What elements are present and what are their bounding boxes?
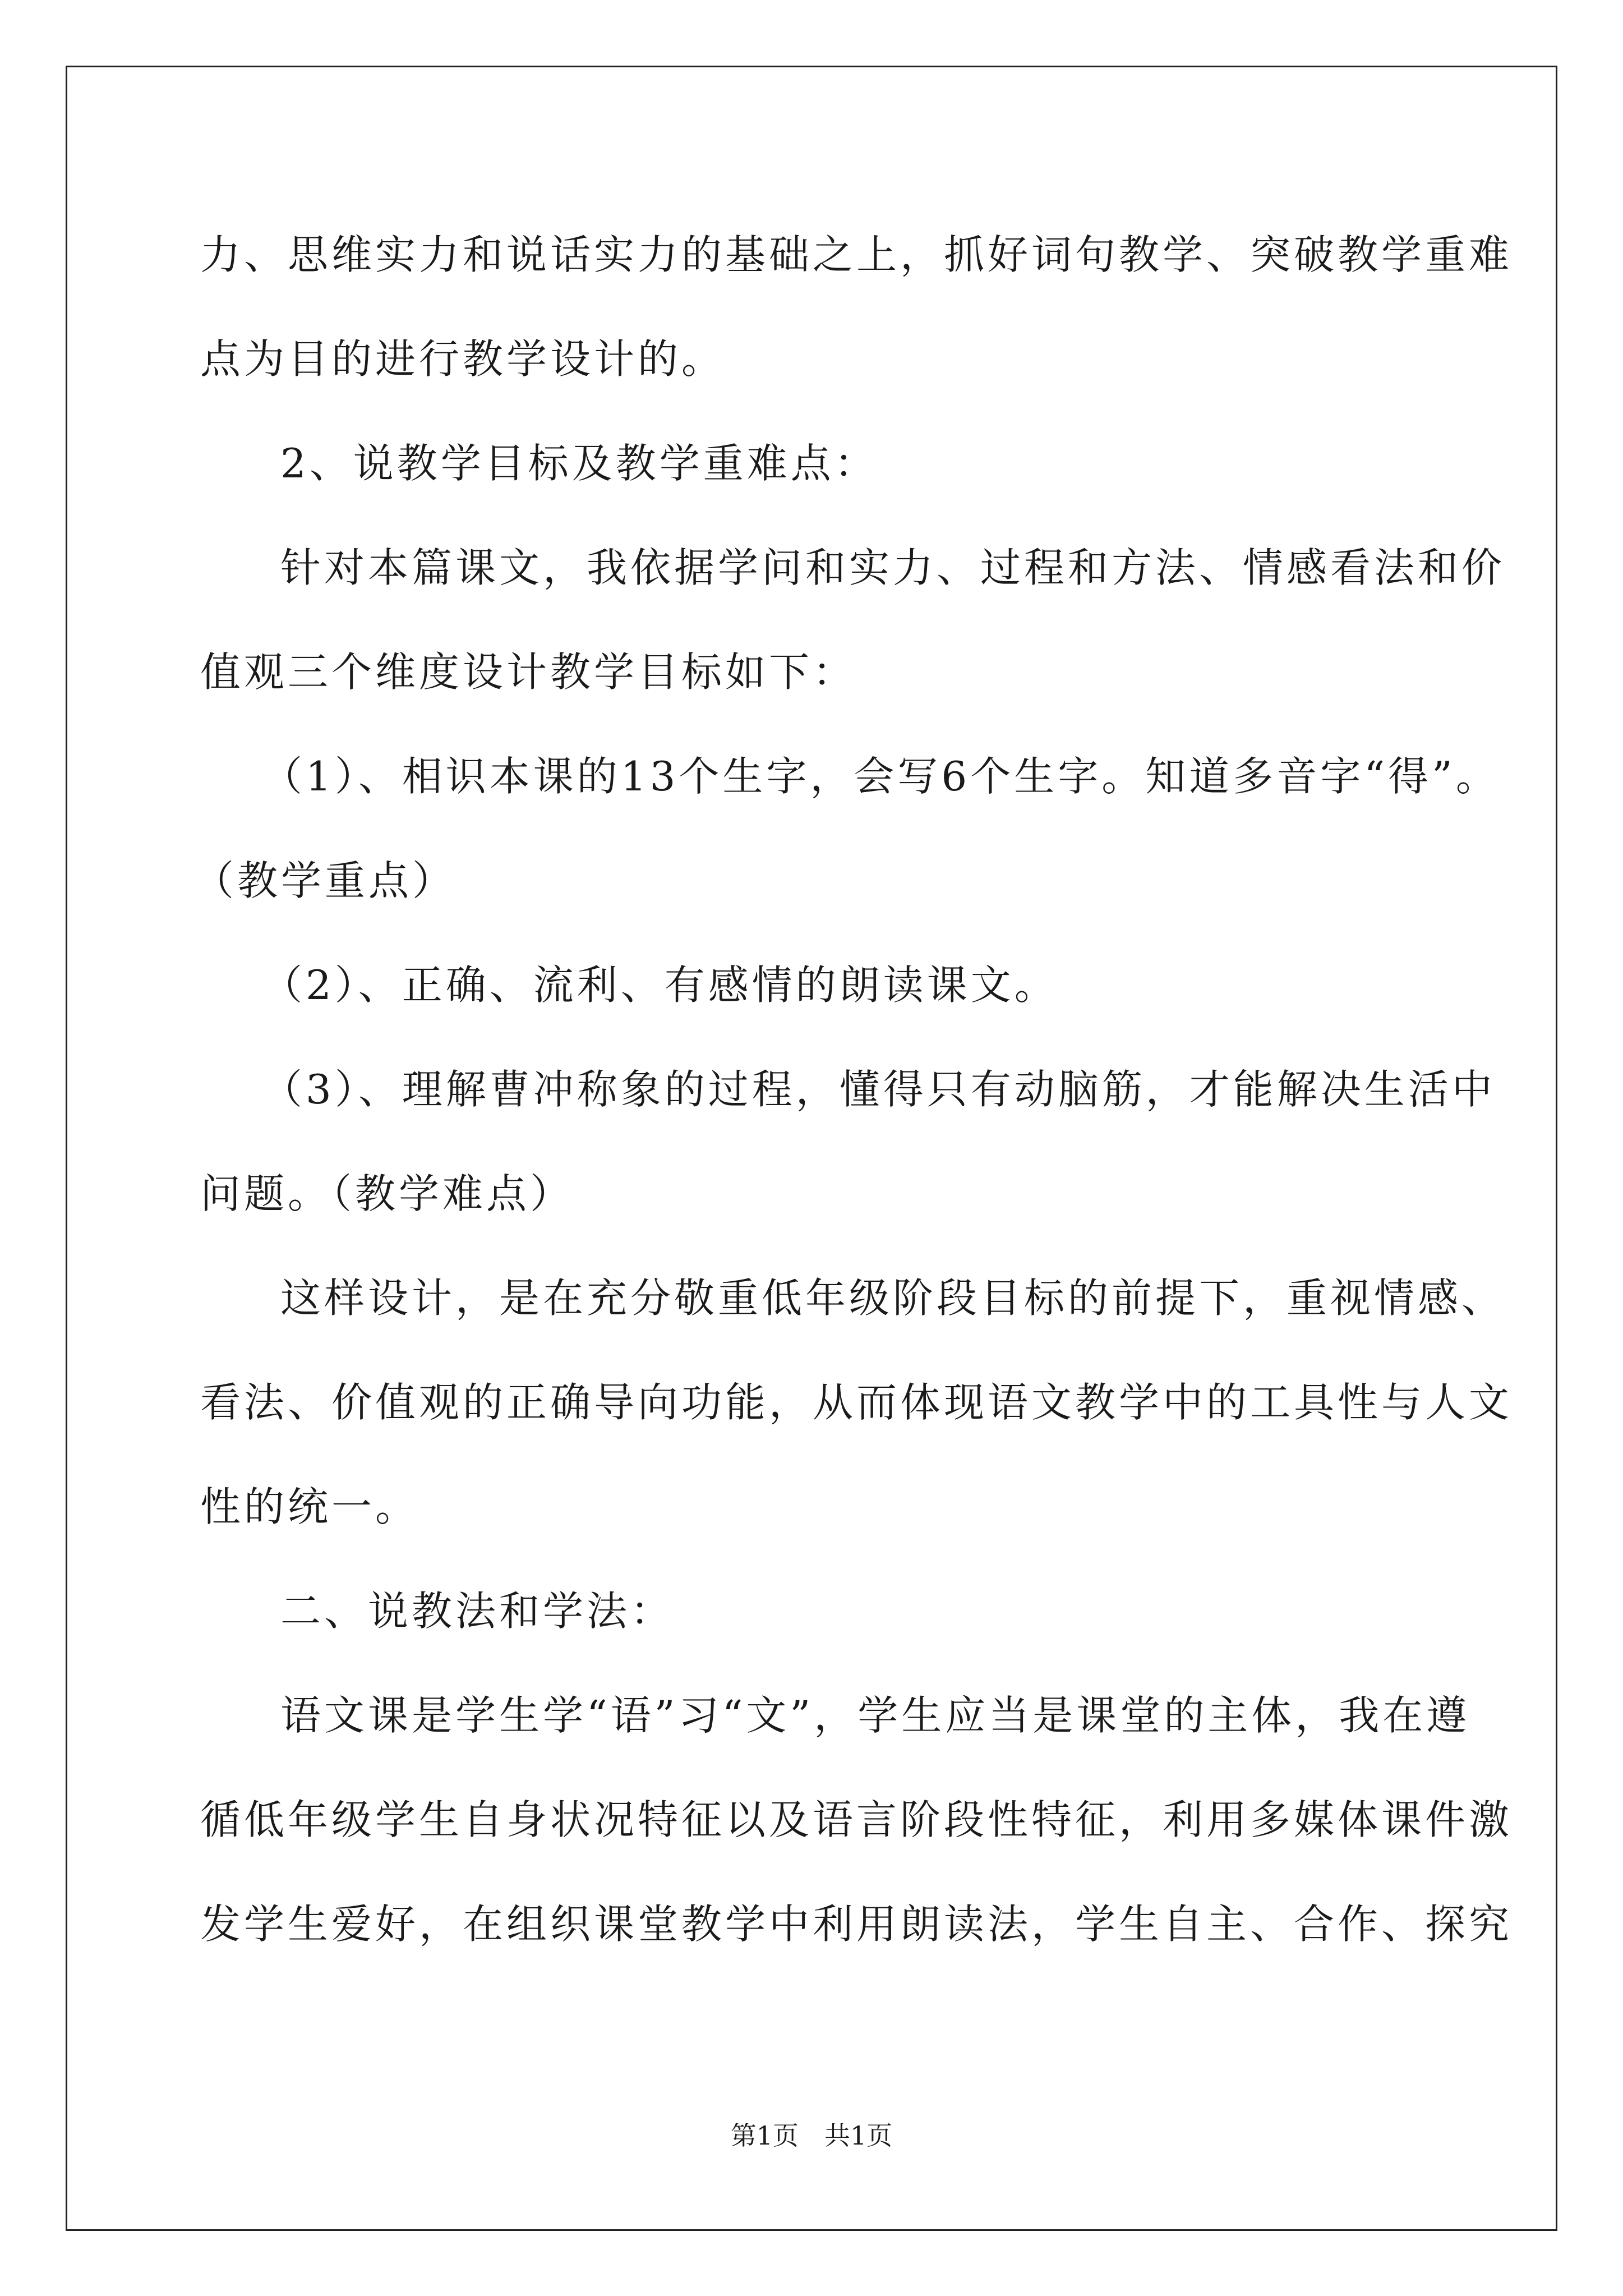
list-item: （1）、相识本课的13个生字，会写6个生字。知道多音字“得”。 bbox=[262, 753, 1500, 800]
text-line: 力、思维实力和说话实力的基础之上，抓好词句教学、突破教学重难 bbox=[200, 231, 1513, 278]
text-line: 值观三个维度设计教学目标如下： bbox=[200, 648, 857, 696]
text-line: 点为目的进行教学设计的。 bbox=[200, 335, 726, 383]
text-line: 看法、价值观的正确导向功能，从而体现语文教学中的工具性与人文 bbox=[200, 1379, 1513, 1426]
text-line: 针对本篇课文，我依据学问和实力、过程和方法、情感看法和价 bbox=[280, 544, 1506, 591]
page-number-footer: 第1页 共1页 bbox=[730, 2120, 893, 2151]
section-heading: 二、说教法和学法： bbox=[280, 1588, 675, 1635]
text-line: 语文课是学生学“语”习“文”，学生应当是课堂的主体，我在遵 bbox=[280, 1692, 1470, 1739]
text-line: 这样设计，是在充分敬重低年级阶段目标的前提下，重视情感、 bbox=[280, 1274, 1506, 1322]
text-line: 循低年级学生自身状况特征以及语言阶段性特征，利用多媒体课件激 bbox=[200, 1796, 1513, 1843]
text-line: 性的统一。 bbox=[200, 1483, 419, 1530]
list-item: （3）、理解曹冲称象的过程，懂得只有动脑筋，才能解决生活中 bbox=[262, 1066, 1496, 1113]
text-line: （教学重点） bbox=[193, 857, 457, 904]
list-item: （2）、正确、流利、有感情的朗读课文。 bbox=[262, 961, 1058, 1009]
section-heading: 2、说教学目标及教学重难点： bbox=[280, 440, 878, 487]
text-line: 问题。（教学难点） bbox=[200, 1170, 574, 1217]
text-line: 发学生爱好，在组织课堂教学中利用朗读法，学生自主、合作、探究 bbox=[200, 1901, 1513, 1948]
